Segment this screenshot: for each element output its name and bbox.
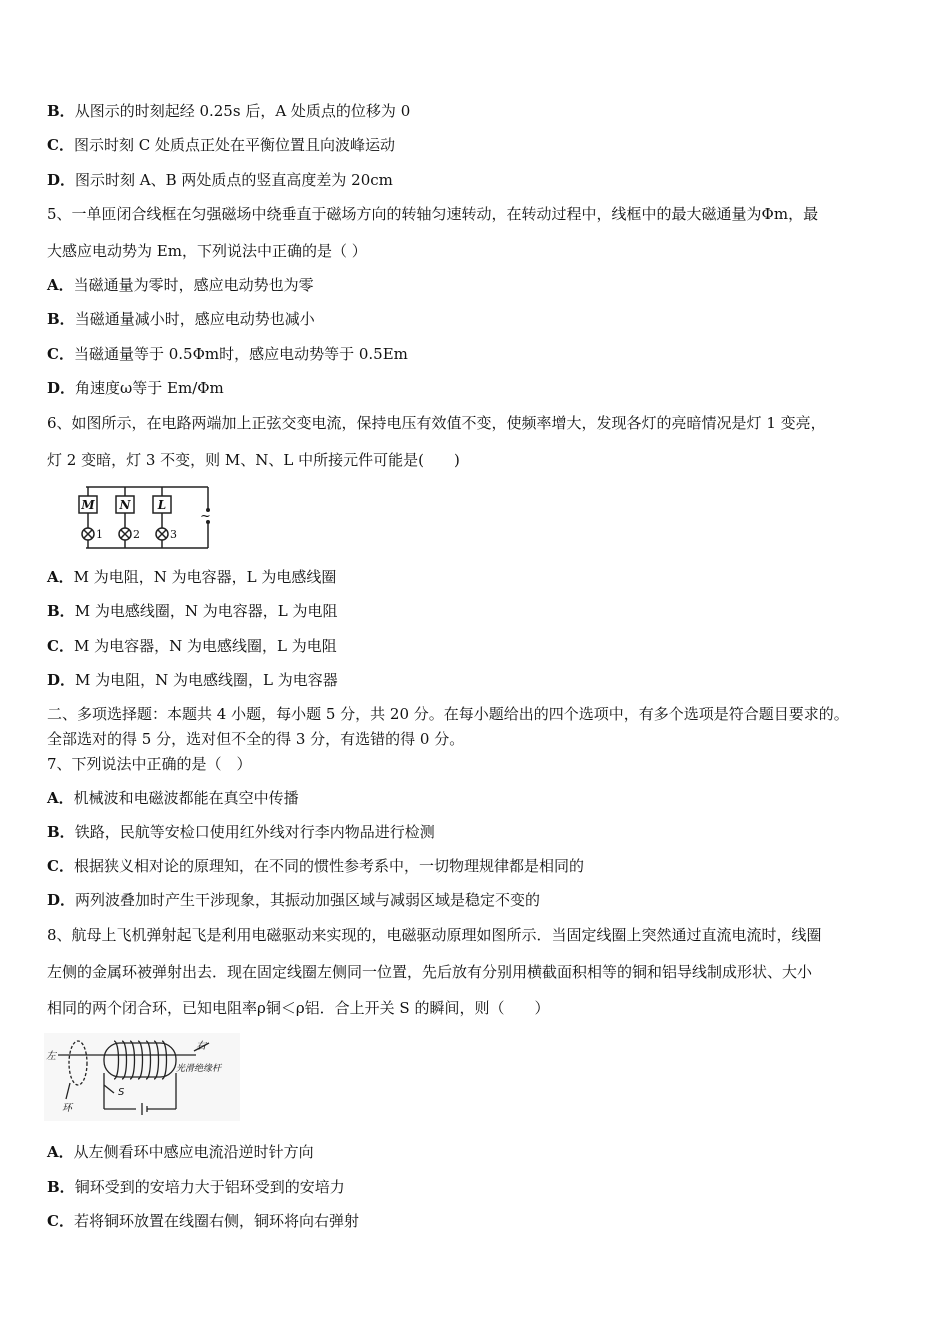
box-label-l: L — [157, 498, 167, 512]
lamp-label-3: 3 — [170, 528, 177, 541]
section2-heading-line1: 二、多项选择题：本题共 4 小题，每小题 5 分，共 20 分。在每小题给出的四个选项中，有多个选项是符合题目要求的。 — [47, 705, 849, 723]
label-right: 右 — [196, 1041, 206, 1052]
lamp-label-1: 1 — [96, 528, 103, 541]
label-ring: 环 — [62, 1103, 72, 1114]
q6-option-a: A．M 为电阻，N 为电容器，L 为电感线圈 — [47, 568, 337, 586]
q6-stem-line2: 灯 2 变暗，灯 3 不变，则 M、N、L 中所接元件可能是( ) — [47, 451, 460, 469]
q8-option-c: C．若将铜环放置在线圈右侧，铜环将向右弹射 — [47, 1212, 359, 1230]
q5-option-a: A．当磁通量为零时，感应电动势也为零 — [47, 276, 314, 294]
box-label-n: N — [119, 498, 131, 512]
q5-option-c: C．当磁通量等于 0.5Φm时，感应电动势等于 0.5Em — [47, 345, 408, 363]
q6-option-d: D．M 为电阻，N 为电感线圈，L 为电容器 — [47, 671, 338, 689]
q5-option-b: B．当磁通量减小时，感应电动势也减小 — [47, 310, 315, 328]
q7-option-b: B．铁路，民航等安检口使用红外线对行李内物品进行检测 — [47, 823, 435, 841]
section2-heading-line2: 全部选对的得 5 分，选对但不全的得 3 分，有选错的得 0 分。 — [47, 730, 465, 748]
q6-stem-line1: 6、如图所示，在电路两端加上正弦交变电流，保持电压有效值不变，使频率增大，发现各灯的亮暗情况是灯 1 变亮， — [47, 414, 826, 432]
q5-stem-line2: 大感应电动势为 Em，下列说法中正确的是（ ） — [47, 242, 367, 260]
q6-option-b: B．M 为电感线圈，N 为电容器，L 为电阻 — [47, 602, 338, 620]
q6-option-c: C．M 为电容器，N 为电感线圈，L 为电阻 — [47, 637, 337, 655]
q8-stem-line2: 左侧的金属环被弹射出去．现在固定线圈左侧同一位置，先后放有分别用横截面积相等的铜和铝导线制成形状、大小 — [47, 963, 813, 981]
box-label-m: M — [81, 498, 95, 512]
q4-option-b: B．从图示的时刻起经 0.25s 后，A 处质点的位移为 0 — [47, 102, 411, 120]
ac-source-symbol: ~ — [200, 509, 211, 524]
q5-option-d: D．角速度ω等于 Em/Φm — [47, 379, 224, 397]
q8-stem-line1: 8、航母上飞机弹射起飞是利用电磁驱动来实现的，电磁驱动原理如图所示．当固定线圈上突然通过直流电流时，线圈 — [47, 926, 822, 944]
label-switch: S — [118, 1087, 125, 1098]
q7-stem: 7、下列说法中正确的是（ ） — [47, 755, 252, 773]
lamp-label-2: 2 — [133, 528, 140, 541]
q8-stem-line3: 相同的两个闭合环，已知电阻率ρ铜＜ρ铝．合上开关 S 的瞬间，则（ ） — [47, 999, 550, 1017]
label-rod: 光滑绝缘杆 — [176, 1064, 222, 1074]
label-left: 左 — [46, 1051, 56, 1062]
q4-option-d: D．图示时刻 A、B 两处质点的竖直高度差为 20cm — [47, 171, 393, 189]
q5-stem-line1: 5、一单匝闭合线框在匀强磁场中绕垂直于磁场方向的转轴匀速转动，在转动过程中，线框中的最大磁通量为Φm，最 — [47, 205, 819, 223]
q7-option-d: D．两列波叠加时产生干涉现象，其振动加强区域与减弱区域是稳定不变的 — [47, 891, 541, 909]
q7-option-a: A．机械波和电磁波都能在真空中传播 — [47, 789, 299, 807]
q8-option-a: A．从左侧看环中感应电流沿逆时针方向 — [47, 1143, 314, 1161]
q7-option-c: C．根据狭义相对论的原理知，在不同的惯性参考系中，一切物理规律都是相同的 — [47, 857, 584, 875]
q8-coil-figure — [44, 1033, 240, 1121]
q8-option-b: B．铜环受到的安培力大于铝环受到的安培力 — [47, 1178, 345, 1196]
q4-option-c: C．图示时刻 C 处质点正处在平衡位置且向波峰运动 — [47, 136, 395, 154]
q6-circuit-figure — [72, 482, 222, 554]
